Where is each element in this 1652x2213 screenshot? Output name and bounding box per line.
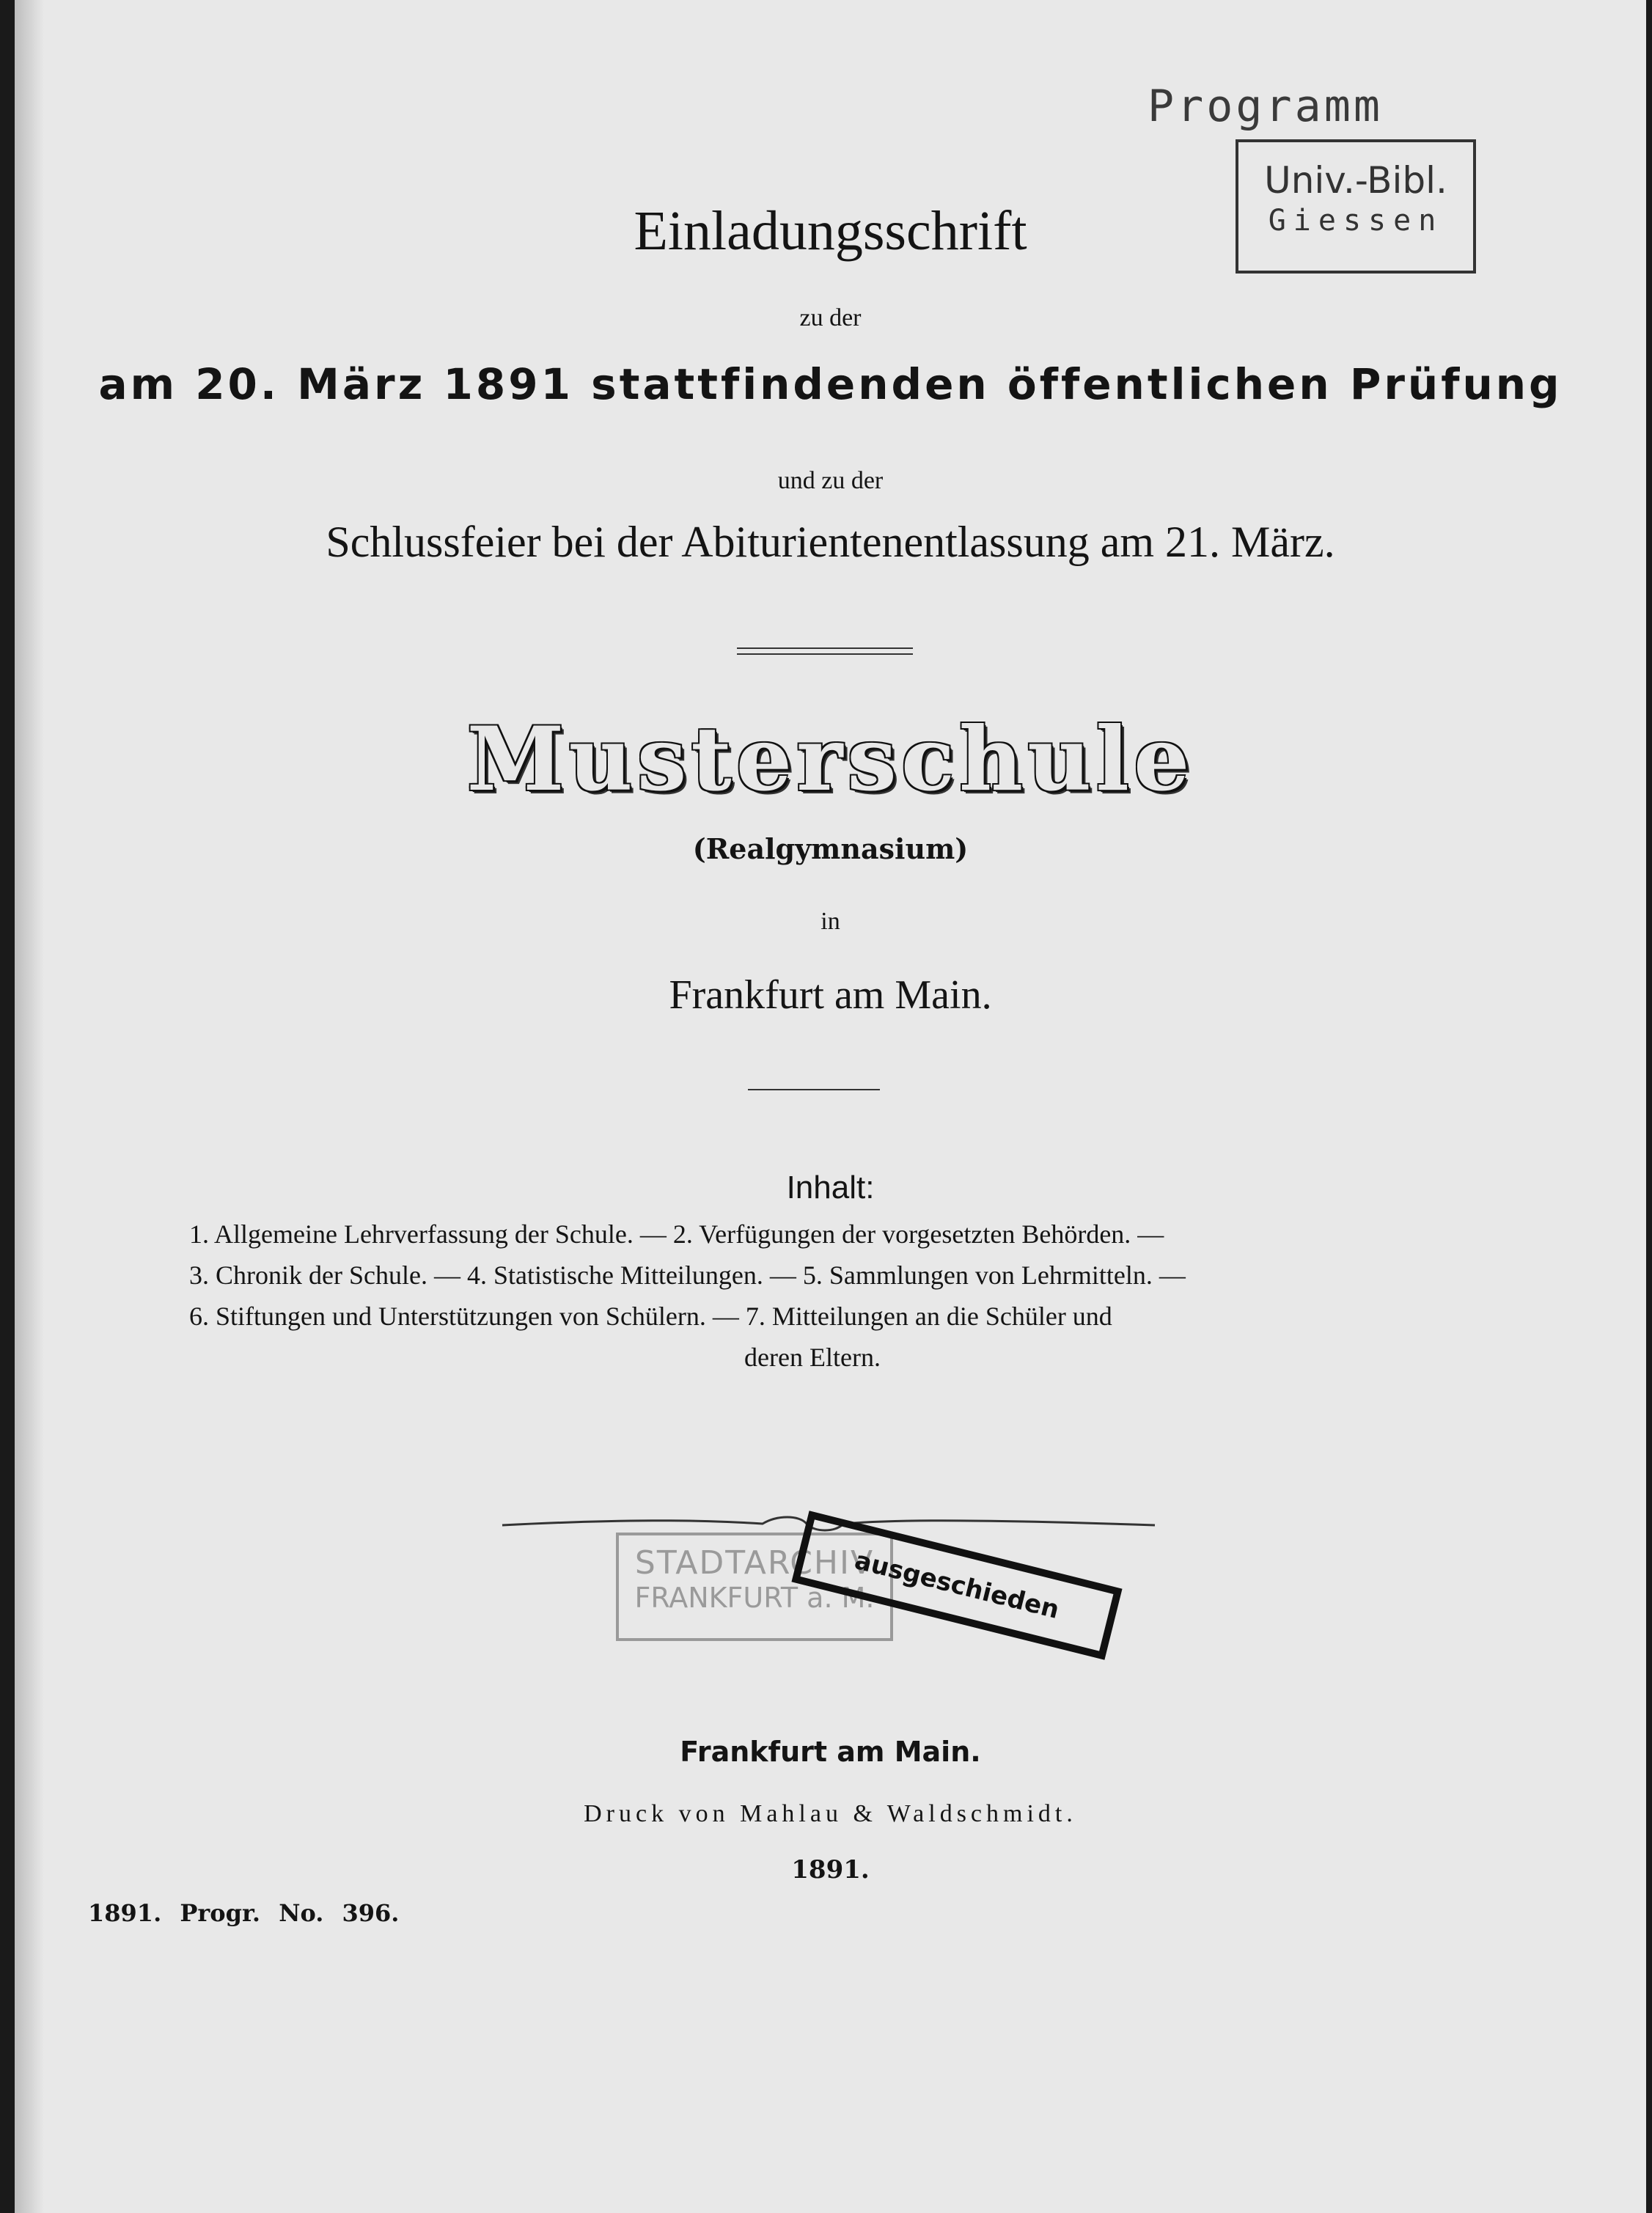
programm-stamp: Programm — [1148, 81, 1383, 132]
school-type: (Realgymnasium) — [692, 832, 969, 865]
contents-line: 1. Allgemeine Lehrverfassung der Schule. — 2. Verfügungen der vorgesetzten Behörden. — — [189, 1219, 1164, 1249]
zu-der-line: zu der — [799, 304, 862, 331]
imprint-city: Frankfurt am Main. — [680, 1736, 981, 1768]
library-stamp-line2: Giessen — [1268, 204, 1444, 238]
divider-rule-top-2 — [737, 653, 913, 655]
exam-line: am 20. März 1891 stattfindenden öffentlichen Prüfung — [98, 359, 1563, 409]
archive-stamp-line2: FRANKFURT a. M. — [634, 1582, 875, 1614]
school-city: Frankfurt am Main. — [669, 972, 992, 1018]
contents-line: 3. Chronik der Schule. — 4. Statistische Mitteilungen. — 5. Sammlungen von Lehrmitteln. — — [189, 1260, 1186, 1290]
archive-stamp-line1: STADTARCHIV — [634, 1544, 875, 1582]
contents-line: deren Eltern. — [744, 1343, 881, 1372]
divider-rule-top-1 — [737, 647, 913, 649]
imprint-printer: Druck von Mahlau & Waldschmidt. — [584, 1800, 1077, 1827]
program-number: 1891. Progr. No. 396. — [88, 1899, 400, 1927]
ceremony-line: Schlussfeier bei der Abiturientenentlassung am 21. März. — [326, 518, 1335, 566]
contents-list — [189, 1214, 1436, 1378]
divider-rule-middle — [748, 1089, 880, 1090]
imprint-year: 1891. — [791, 1855, 870, 1884]
und-zu-der-line: und zu der — [777, 467, 884, 494]
removed-stamp: ausgeschieden — [791, 1511, 1122, 1659]
in-line: in — [821, 908, 840, 935]
document-title: Einladungsschrift — [634, 200, 1027, 262]
contents-heading: Inhalt: — [786, 1170, 875, 1205]
library-stamp-line1: Univ.-Bibl. — [1264, 159, 1447, 202]
document-page — [15, 0, 1646, 2213]
contents-line: 6. Stiftungen und Unterstützungen von Schülern. — 7. Mitteilungen an die Schüler und — [189, 1302, 1112, 1331]
school-name: Musterschule — [466, 708, 1194, 811]
